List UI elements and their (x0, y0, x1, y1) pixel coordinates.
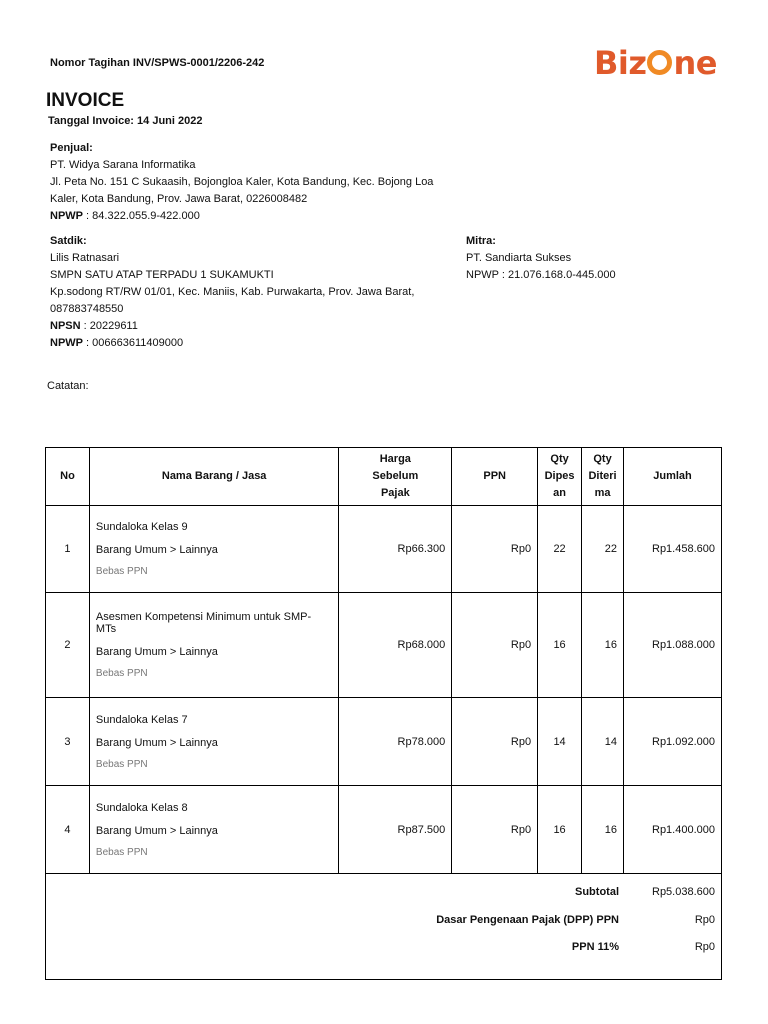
table-header-row (46, 448, 722, 506)
row-ppn: Rp0 (452, 786, 538, 874)
seller-section (50, 140, 470, 225)
partner-name: PT. Sandiarta Sukses (466, 252, 572, 264)
header-name: Nama Barang / Jasa (89, 448, 338, 506)
row-amount: Rp1.400.000 (624, 786, 722, 874)
header-qty-received (582, 448, 624, 506)
seller-address-line-2: Kaler, Kota Bandung, Prov. Jawa Barat, 0226008482 (50, 193, 308, 205)
row-category: Barang Umum > Lainnya (95, 824, 218, 837)
header-qty-ordered-line-1: Qty (550, 453, 569, 465)
header-price (339, 448, 452, 506)
table-row (46, 786, 722, 874)
row-no: 4 (46, 786, 90, 874)
header-qty-ordered (538, 448, 582, 506)
row-amount: Rp1.092.000 (624, 698, 722, 786)
seller-npwp-value: : 84.322.055.9-422.000 (83, 210, 200, 222)
row-qty-ordered: 14 (538, 698, 582, 786)
invoice-date: Tanggal Invoice: 14 Juni 2022 (48, 115, 203, 127)
table-row (46, 506, 722, 593)
buyer-npsn-value: : 20229611 (80, 320, 138, 332)
header-ppn: PPN (452, 448, 538, 506)
buyer-address-line-1: Kp.sodong RT/RW 01/01, Kec. Maniis, Kab. Purwakarta, Prov. Jawa Barat, (50, 286, 415, 298)
seller-label: Penjual: (50, 142, 93, 154)
row-name-cell (89, 786, 338, 874)
partner-section (466, 233, 716, 284)
row-ppn: Rp0 (452, 593, 538, 698)
subtotal-label: Subtotal (575, 886, 619, 898)
row-qty-received: 16 (582, 593, 624, 698)
buyer-npwp-label: NPWP (50, 337, 83, 349)
row-qty-ordered: 22 (538, 506, 582, 593)
row-name-cell (89, 506, 338, 593)
row-price: Rp66.300 (339, 506, 452, 593)
logo-ring-icon (647, 50, 672, 75)
seller-address-line-1: Jl. Peta No. 151 C Sukaasih, Bojongloa Kaler, Kota Bandung, Kec. Bojong Loa (50, 176, 434, 188)
row-category: Barang Umum > Lainnya (95, 736, 218, 749)
row-category: Barang Umum > Lainnya (95, 646, 218, 658)
buyer-contact: Lilis Ratnasari (50, 252, 120, 264)
row-ppn: Rp0 (452, 698, 538, 786)
row-name: Sundaloka Kelas 9 (95, 521, 188, 533)
row-no: 1 (46, 506, 90, 593)
row-qty-received: 22 (582, 506, 624, 593)
header-qty-ordered-line-3: an (553, 487, 566, 499)
table-row (46, 593, 722, 698)
row-tax-note: Bebas PPN (95, 566, 148, 577)
header-no: No (46, 448, 90, 506)
buyer-npsn (50, 318, 450, 335)
header-qty-received-line-1: Qty (593, 453, 612, 465)
header-price-line-2: Sebelum (372, 470, 419, 482)
row-name-line-2: MTs (95, 623, 117, 635)
partner-label: Mitra: (466, 235, 496, 247)
row-name-cell (89, 593, 338, 698)
bizone-logo (594, 44, 717, 82)
table-row (46, 698, 722, 786)
header-qty-ordered-line-2: Dipes (544, 470, 575, 482)
seller-npwp (50, 208, 470, 225)
header-qty-received-line-2: Diteri (588, 470, 617, 482)
header-price-line-1: Harga (379, 453, 411, 465)
invoice-number: Nomor Tagihan INV/SPWS-0001/2206-242 (50, 57, 265, 69)
row-price: Rp68.000 (339, 593, 452, 698)
row-qty-received: 14 (582, 698, 624, 786)
row-no: 3 (46, 698, 90, 786)
header-amount: Jumlah (624, 448, 722, 506)
row-qty-ordered: 16 (538, 786, 582, 874)
buyer-label: Satdik: (50, 235, 87, 247)
row-qty-ordered: 16 (538, 593, 582, 698)
row-name: Sundaloka Kelas 8 (95, 801, 188, 814)
row-amount: Rp1.088.000 (624, 593, 722, 698)
row-name: Sundaloka Kelas 7 (95, 713, 188, 726)
row-amount: Rp1.458.600 (624, 506, 722, 593)
seller-name: PT. Widya Sarana Informatika (50, 159, 196, 171)
row-name: Asesmen Kompetensi Minimum untuk SMP- (95, 611, 312, 623)
dpp-label: Dasar Pengenaan Pajak (DPP) PPN (436, 914, 619, 926)
note-label: Catatan: (47, 380, 89, 392)
buyer-section (50, 233, 450, 352)
row-tax-note: Bebas PPN (95, 846, 148, 858)
row-no: 2 (46, 593, 90, 698)
buyer-address-line-2: 087883748550 (50, 303, 124, 315)
buyer-npwp-value: : 006663611409000 (83, 337, 184, 349)
buyer-npwp (50, 335, 450, 352)
logo-text-right: ne (673, 44, 717, 82)
ppn-label: PPN 11% (571, 941, 619, 953)
row-tax-note: Bebas PPN (95, 668, 148, 679)
totals-section (45, 873, 722, 980)
row-price: Rp78.000 (339, 698, 452, 786)
buyer-npsn-label: NPSN (50, 320, 81, 332)
partner-npwp: NPWP : 21.076.168.0-445.000 (466, 269, 616, 281)
dpp-value: Rp0 (694, 914, 715, 926)
header-price-line-3: Pajak (380, 487, 410, 499)
header-qty-received-line-3: ma (594, 487, 611, 499)
row-price: Rp87.500 (339, 786, 452, 874)
page-title: INVOICE (46, 90, 125, 111)
row-qty-received: 16 (582, 786, 624, 874)
ppn-value: Rp0 (694, 941, 715, 953)
row-ppn: Rp0 (452, 506, 538, 593)
row-category: Barang Umum > Lainnya (95, 544, 218, 556)
row-name-cell (89, 698, 338, 786)
logo-text-left: Biz (594, 44, 647, 82)
subtotal-value: Rp5.038.600 (652, 886, 715, 898)
items-table (45, 447, 722, 874)
buyer-school: SMPN SATU ATAP TERPADU 1 SUKAMUKTI (50, 269, 274, 281)
row-tax-note: Bebas PPN (95, 758, 148, 770)
seller-npwp-label: NPWP (50, 210, 83, 222)
